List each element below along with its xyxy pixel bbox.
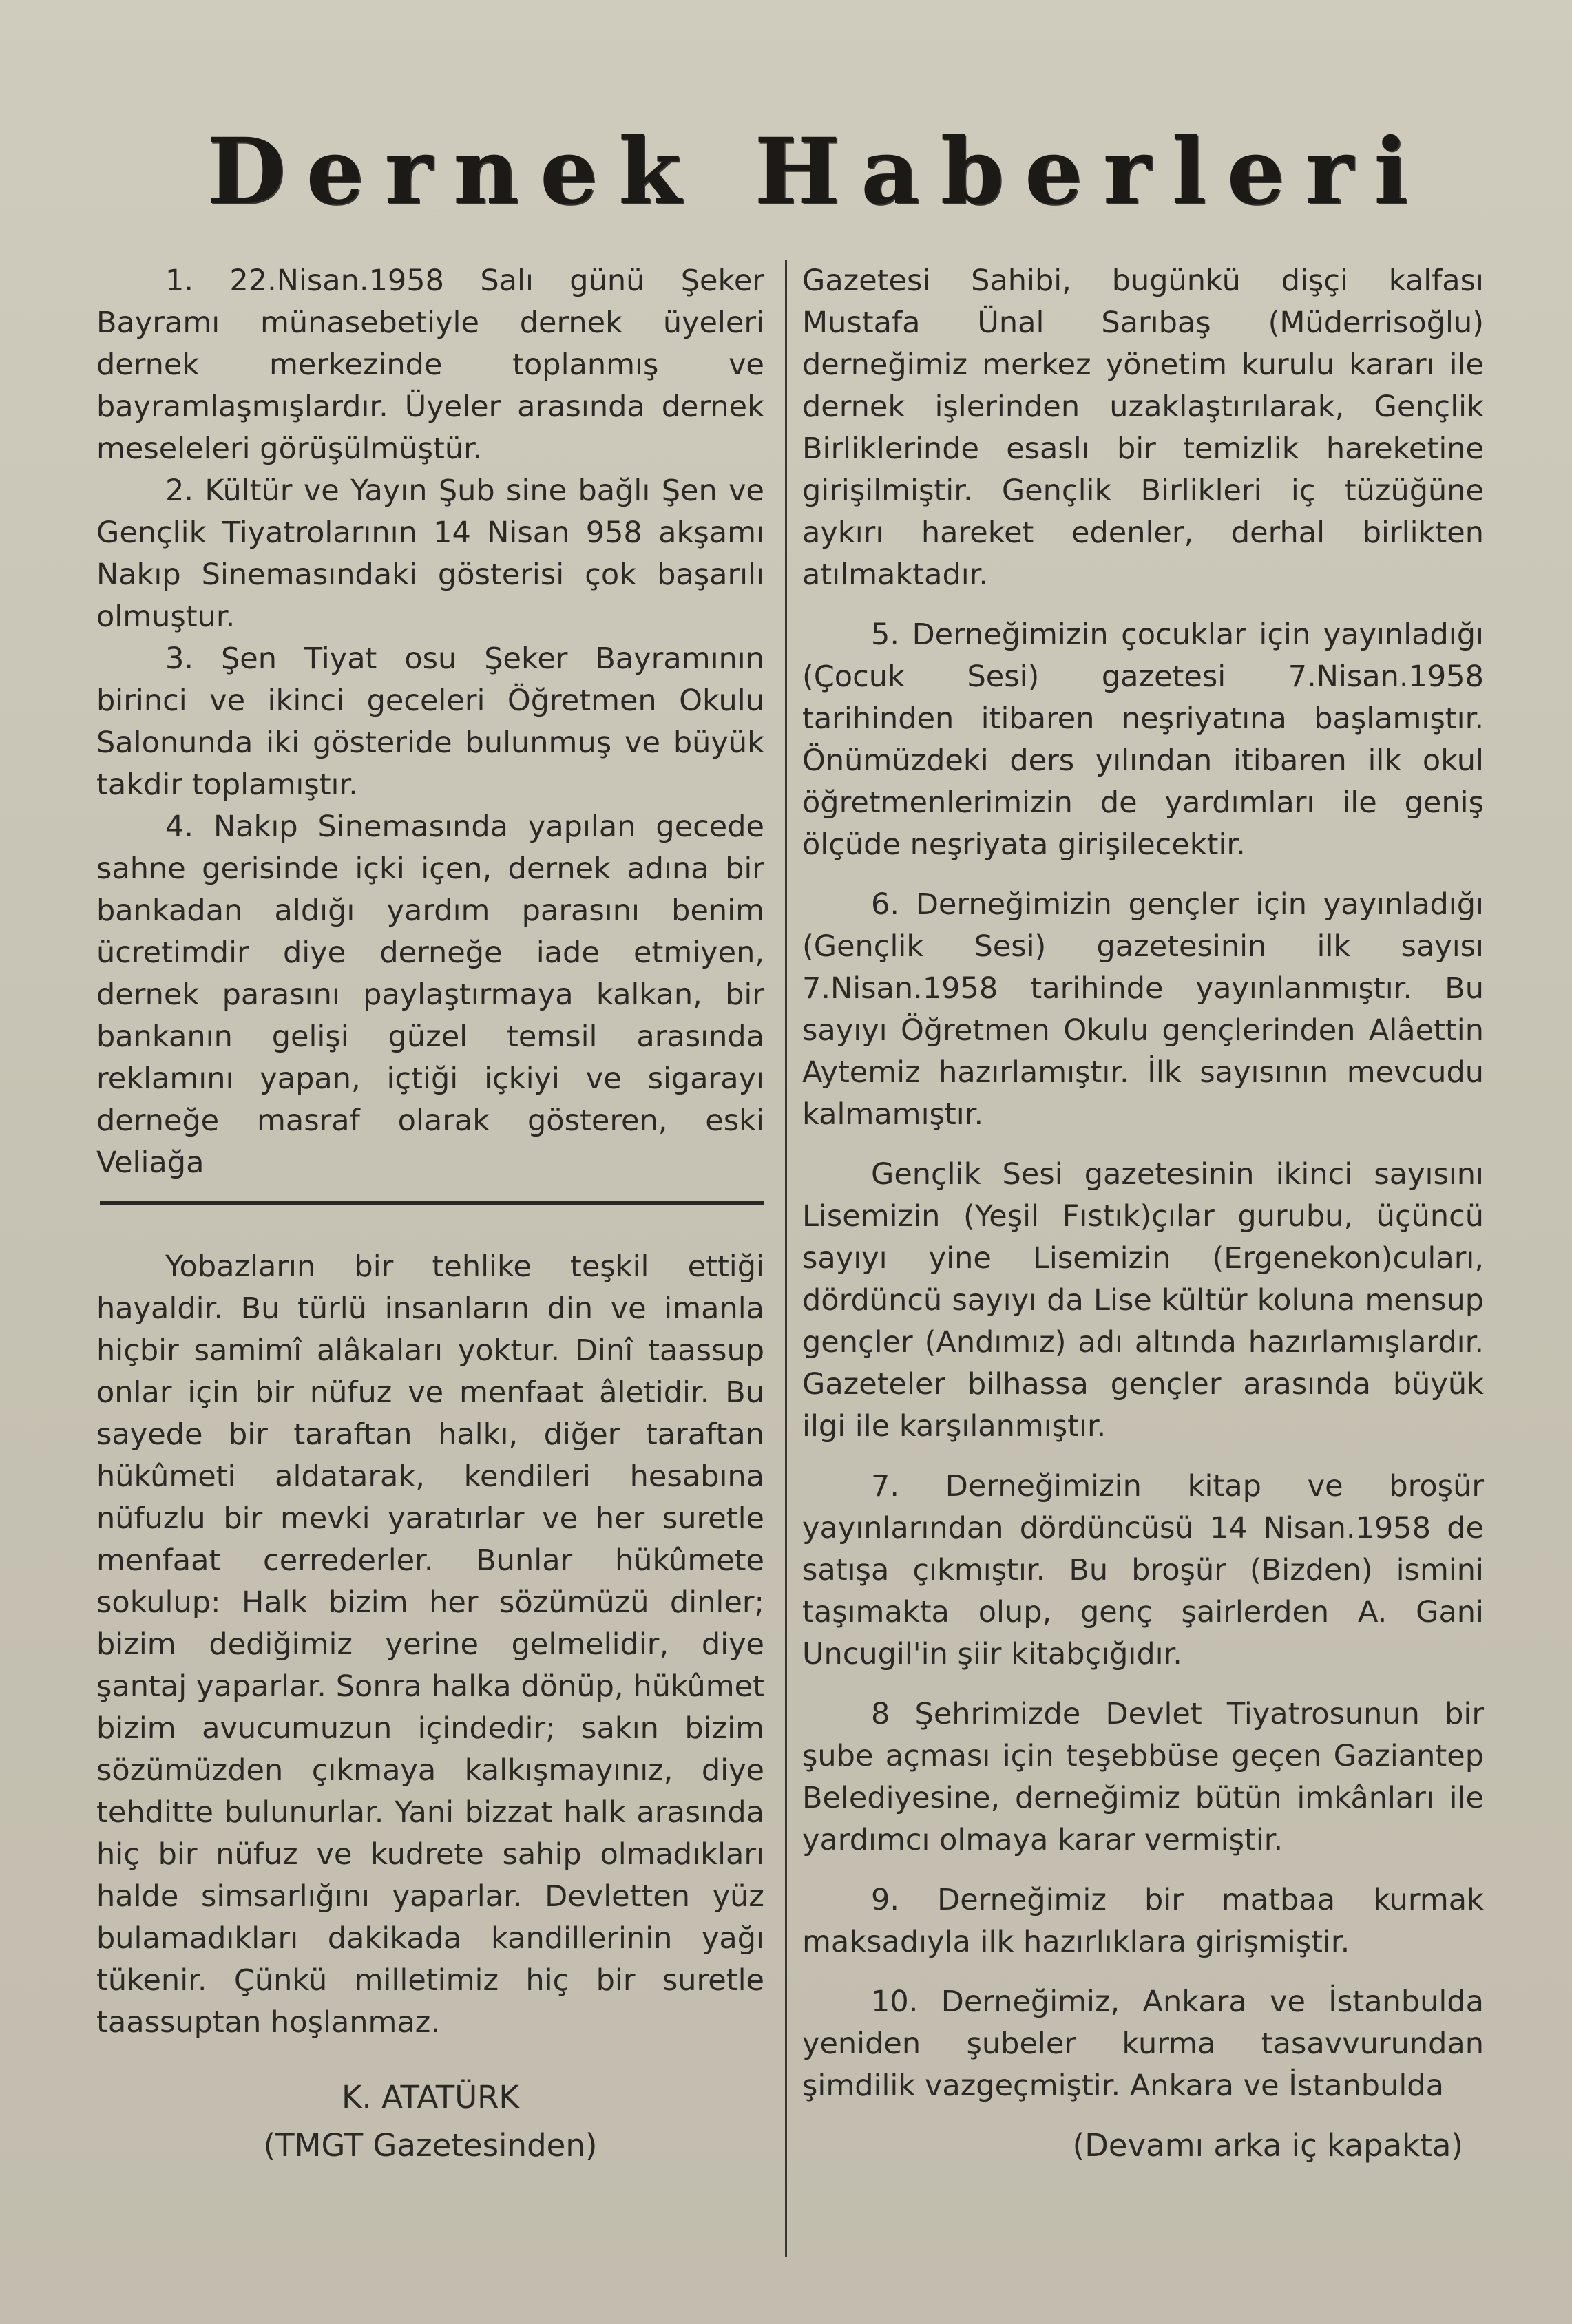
- page-title: Dernek Haberleri: [207, 118, 1429, 225]
- news-item-6: 6. Derneğimizin gençler için yayınladığı (Gençlik Sesi) gazetesinin ilk sayısı 7.Nisan.1958 tarihinde yayınlanmıştır. Bu sayıyı Öğretmen Okulu gençlerinden Alâettin Aytemiz hazırlamıştır. İlk sayısının mevcudu kalmamıştır.: [802, 887, 1484, 1132]
- news-column-right: [802, 260, 1484, 2107]
- quote-author: K. ATATÜRK: [342, 2079, 519, 2115]
- news-item-4: 4. Nakıp Sinemasında yapılan gecede sahne gerisinde içki içen, dernek adına bir bankadan aldığı yardım parasını benim ücretimdir diye derneğe iade etmiyen, dernek parasını paylaştırmaya kalkan, bir bankanın gelişi güzel temsil arasında reklamını yapan, içtiği içkiyi ve sigarayı derneğe masraf olarak gösteren, eski Veliağa: [96, 810, 764, 1180]
- news-item-9: 9. Derneğimiz bir matbaa kurmak maksadıyla ilk hazırlıklara girişmiştir.: [802, 1883, 1484, 1959]
- column-divider: [785, 260, 787, 2257]
- news-item-5: 5. Derneğimizin çocuklar için yayınladığı (Çocuk Sesi) gazetesi 7.Nisan.1958 tarihinden itibaren neşriyatına başlamıştır. Önümüzdeki ders yılından itibaren ilk okul öğretmenlerimizin de yardımları ile geniş ölçüde neşriyata girişilecektir.: [802, 617, 1484, 862]
- quote-column: [96, 1246, 764, 2044]
- section-divider: [100, 1201, 764, 1205]
- news-item-1: 1. 22.Nisan.1958 Salı günü Şeker Bayramı münasebetiyle dernek üyeleri dernek merkezinde toplanmış ve bayramlaşmışlardır. Üyeler arasında dernek meseleleri görüşülmüştür.: [96, 264, 764, 466]
- news-item-3: 3. Şen Tiyat osu Şeker Bayramının birinci ve ikinci geceleri Öğretmen Okulu Salonunda iki gösteride bulunmuş ve büyük takdir toplamıştır.: [96, 642, 764, 802]
- news-item-6-continued: Gençlik Sesi gazetesinin ikinci sayısını Lisemizin (Yeşil Fıstık)çılar gurubu, üçüncü sayıyı yine Lisemizin (Ergenekon)cuları, dördüncü sayıyı da Lise kültür koluna mensup gençler (Andımız) adı altında hazırlamışlardır. Gazeteler bilhassa gençler arasında büyük ilgi ile karşılanmıştır.: [802, 1157, 1484, 1444]
- news-item-4-continued: Gazetesi Sahibi, bugünkü dişçi kalfası Mustafa Ünal Sarıbaş (Müderrisoğlu) derneğimiz merkez yönetim kurulu kararı ile dernek işlerinden uzaklaştırılarak, Gençlik Birliklerinde esaslı bir temizlik hareketine girişilmiştir. Gençlik Birlikleri iç tüzüğüne aykırı hareket edenler, derhal birlikten atılmaktadır.: [802, 264, 1484, 592]
- quote-source: (TMGT Gazetesinden): [263, 2127, 598, 2164]
- quote-text: Yobazların bir tehlike teşkil ettiği hayaldir. Bu türlü insanların din ve imanla hiçbir samimî alâkaları yoktur. Dinî taassup onlar için bir nüfuz ve menfaat âletidir. Bu sayede bir taraftan halkı, diğer taraftan hükûmeti aldatarak, kendileri hesabına nüfuzlu bir mevki yaratırlar ve her suretle menfaat cerrederler. Bunlar hükûmete sokulup: Halk bizim her sözümüzü dinler; bizim dediğimiz yerine gelmelidir, diye şantaj yaparlar. Sonra halka dönüp, hükûmet bizim avucumuzun içindedir; sakın bizim sözümüzden çıkmaya kalkışmayınız, diye tehditte bulunurlar. Yani bizzat halk arasında hiç bir nüfuz ve kudrete sahip olmadıkları halde simsarlığını yaparlar. Devletten yüz bulamadıkları dakikada kandillerinin yağı tükenir. Çünkü milletimiz hiç bir suretle taassuptan hoşlanmaz.: [96, 1249, 764, 2040]
- news-item-7: 7. Derneğimizin kitap ve broşür yayınlarından dördüncüsü 14 Nisan.1958 de satışa çıkmıştır. Bu broşür (Bizden) ismini taşımakta olup, genç şairlerden A. Gani Uncugil'in şiir kitabçığıdır.: [802, 1469, 1484, 1671]
- news-item-8: 8 Şehrimizde Devlet Tiyatrosunun bir şube açması için teşebbüse geçen Gaziantep Belediyesine, derneğimiz bütün imkânları ile yardımcı olmaya karar vermiştir.: [802, 1697, 1484, 1857]
- continued-note: (Devamı arka iç kapakta): [1072, 2127, 1463, 2164]
- news-item-10: 10. Derneğimiz, Ankara ve İstanbulda yeniden şubeler kurma tasavvurundan şimdilik vazgeçmiştir. Ankara ve İstanbulda: [802, 1985, 1484, 2103]
- news-item-2: 2. Kültür ve Yayın Şub sine bağlı Şen ve Gençlik Tiyatrolarının 14 Nisan 958 akşamı Nakıp Sinemasındaki gösterisi çok başarılı olmuştur.: [96, 474, 764, 634]
- news-column-left: [96, 260, 764, 1184]
